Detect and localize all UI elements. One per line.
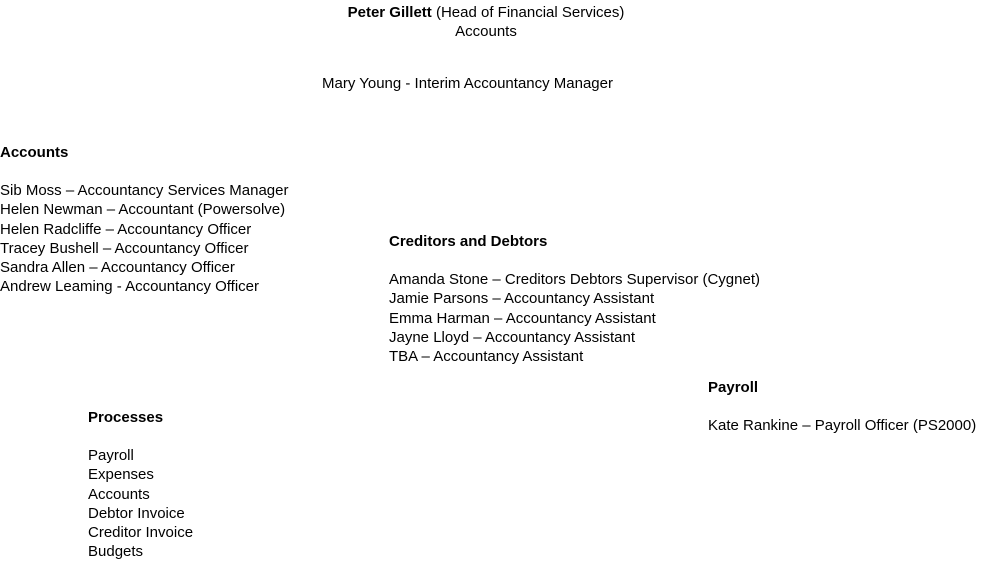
process-item: Debtor Invoice — [88, 504, 185, 522]
process-item: Payroll — [88, 447, 134, 465]
head-role: (Head of Financial Services) — [431, 4, 625, 21]
process-item: Expenses — [88, 466, 154, 484]
processes-title: Processes — [88, 409, 164, 426]
accounts-member: Helen Newman – Accountant (Powersolve) — [0, 201, 286, 219]
creditors-title: Creditors and Debtors — [389, 233, 548, 250]
payroll-title: Payroll — [708, 379, 759, 396]
creditors-member: TBA – Accountancy Assistant — [389, 348, 584, 366]
accounts-team — [0, 143, 288, 296]
org-header — [300, 3, 672, 41]
processes-list — [88, 408, 193, 561]
payroll-member: Kate Rankine – Payroll Officer (PS2000) — [708, 417, 977, 435]
department-name: Accounts — [455, 23, 517, 41]
accounts-member: Sandra Allen – Accountancy Officer — [0, 259, 235, 277]
accounts-member: Helen Radcliffe – Accountancy Officer — [0, 220, 252, 238]
accounts-member: Tracey Bushell – Accountancy Officer — [0, 239, 249, 257]
head-of-service-line — [300, 3, 672, 22]
creditors-member: Jayne Lloyd – Accountancy Assistant — [389, 328, 635, 346]
accounts-member: Andrew Leaming - Accountancy Officer — [0, 278, 260, 296]
creditors-member: Emma Harman – Accountancy Assistant — [389, 309, 656, 327]
creditors-debtors-team — [389, 232, 760, 366]
accounts-title: Accounts — [0, 144, 69, 161]
head-name: Peter Gillett — [347, 4, 432, 21]
process-item: Budgets — [88, 543, 144, 561]
creditors-member: Amanda Stone – Creditors Debtors Supervisor (Cygnet) — [389, 271, 761, 289]
accounts-member: Sib Moss – Accountancy Services Manager — [0, 182, 289, 200]
payroll-team — [708, 378, 976, 435]
process-item: Accounts — [88, 485, 150, 503]
interim-manager: Mary Young - Interim Accountancy Manager — [322, 75, 613, 92]
creditors-member: Jamie Parsons – Accountancy Assistant — [389, 290, 655, 308]
process-item: Creditor Invoice — [88, 524, 194, 542]
